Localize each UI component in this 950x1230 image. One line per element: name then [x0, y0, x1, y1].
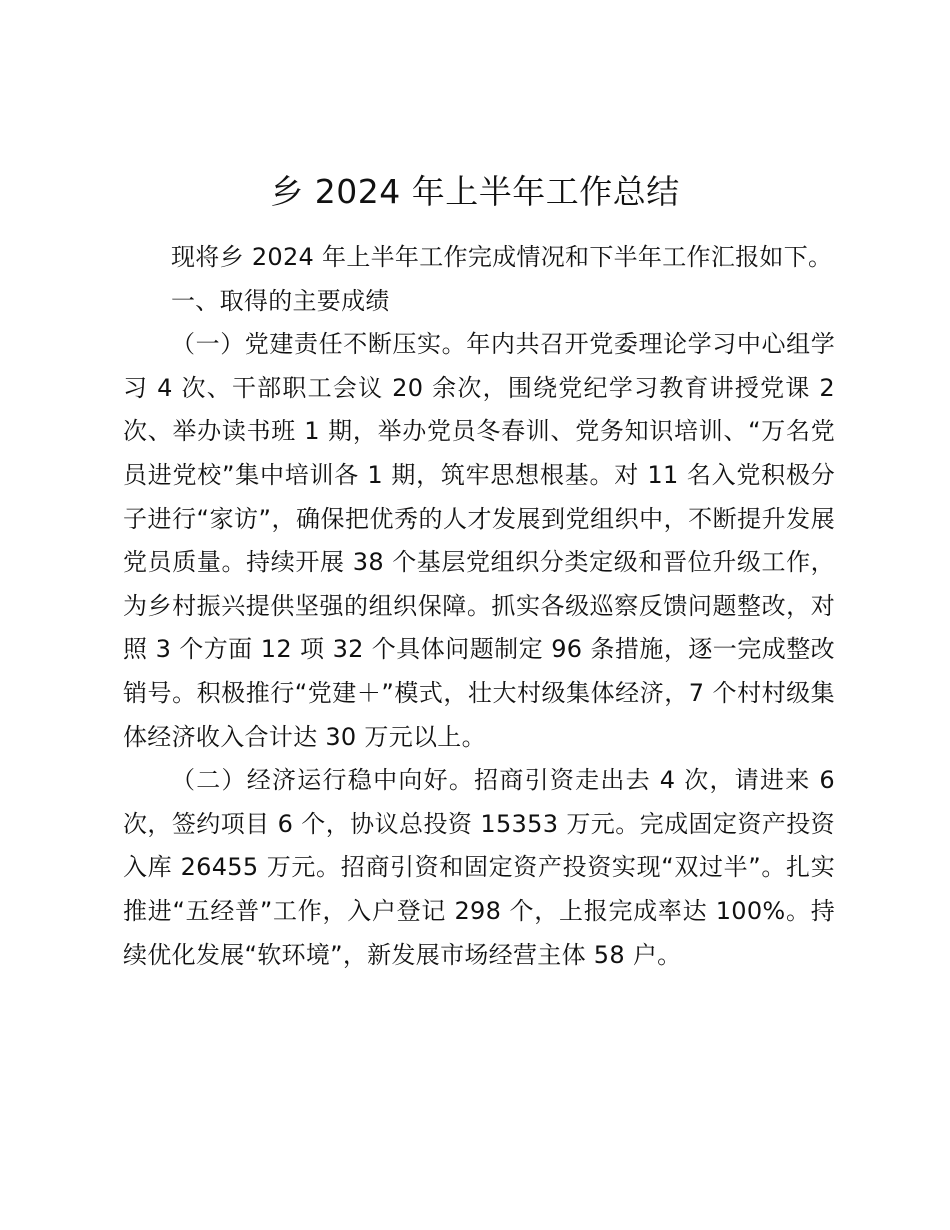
section-heading: 一、取得的主要成绩	[171, 286, 390, 315]
document-body	[123, 236, 835, 977]
document-title: 乡 2024 年上半年工作总结	[270, 172, 680, 211]
party-building-paragraph: （一）党建责任不断压实。年内共召开党委理论学习中心组学习 4 次、干部职工会议 20 余次，围绕党纪学习教育讲授党课 2 次、举办读书班 1 期，举办党员冬春训、党务知识培训、“万名党员进党校”集中培训各 1 期，筑牢思想根基。对 11 名入党积极分子进行“家访”，确保把优秀的人才发展到党组织中，不断提升发展党员质量。持续开展 38 个基层党组织分类定级和晋位升级工作，为乡村振兴提供坚强的组织保障。抓实各级巡察反馈问题整改，对照 3 个方面 12 项 32 个具体问题制定 96 条措施，逐一完成整改销号。积极推行“党建＋”模式，壮大村级集体经济，7 个村村级集体经济收入合计达 30 万元以上。	[123, 330, 835, 751]
economy-paragraph: （二）经济运行稳中向好。招商引资走出去 4 次，请进来 6 次，签约项目 6 个，协议总投资 15353 万元。完成固定资产投资入库 26455 万元。招商引资和固定资产投资实现“双过半”。扎实推进“五经普”工作，入户登记 298 个，上报完成率达 100%。持续优化发展“软环境”，新发展市场经营主体 58 户。	[123, 766, 835, 969]
intro-paragraph: 现将乡 2024 年上半年工作完成情况和下半年工作汇报如下。	[171, 243, 833, 271]
